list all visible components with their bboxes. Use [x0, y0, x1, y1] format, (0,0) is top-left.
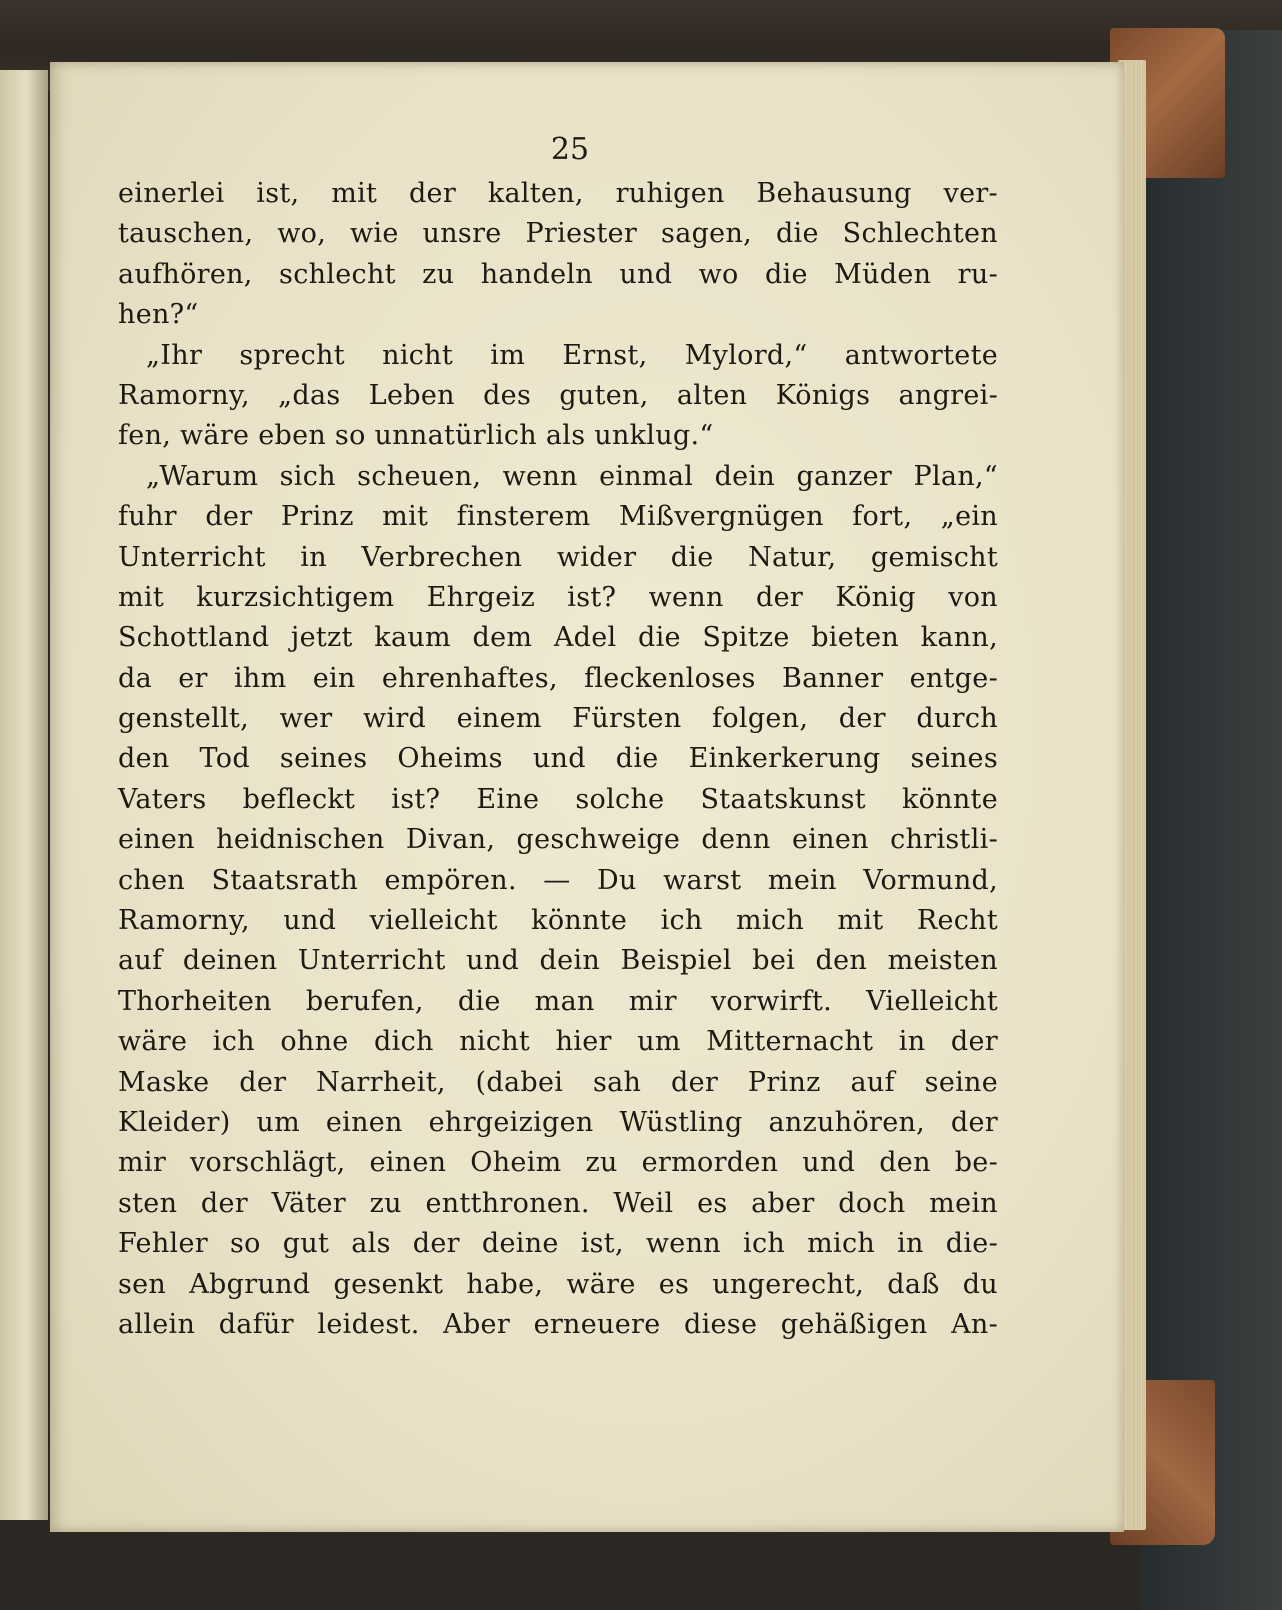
book-page [50, 62, 1124, 1532]
text-line: Maske der Narrheit, (dabei sah der Prinz auf seine [118, 1066, 998, 1098]
text-line: Schottland jetzt kaum dem Adel die Spitze bieten kann, [118, 622, 998, 654]
text-line: Kleider) um einen ehrgeizigen Wüstling anzuhören, der [118, 1106, 998, 1138]
text-line: genstellt, wer wird einem Fürsten folgen, der durch [118, 703, 998, 735]
text-line: allein dafür leidest. Aber erneuere diese gehäßigen An- [118, 1308, 998, 1340]
text-line: chen Staatsrath empören. — Du warst mein Vormund, [118, 864, 998, 896]
text-line: da er ihm ein ehrenhaftes, fleckenloses Banner entge- [118, 662, 998, 694]
text-line: „Ihr sprecht nicht im Ernst, Mylord,“ antwortete [146, 339, 998, 371]
text-line: fuhr der Prinz mit finsterem Mißvergnügen fort, „ein [118, 501, 998, 533]
page-number: 25 [550, 132, 590, 167]
text-line: mir vorschlägt, einen Oheim zu ermorden und den be- [118, 1147, 998, 1179]
text-line: Ramorny, und vielleicht könnte ich mich mit Recht [118, 905, 998, 937]
text-line: Thorheiten berufen, die man mir vorwirft. Vielleicht [118, 985, 998, 1017]
text-line: Ramorny, „das Leben des guten, alten Königs angrei- [118, 379, 998, 411]
text-line: tauschen, wo, wie unsre Priester sagen, die Schlechten [118, 218, 998, 250]
text-line: einerlei ist, mit der kalten, ruhigen Behausung ver- [118, 178, 998, 209]
text-line: „Warum sich scheuen, wenn einmal dein ganzer Plan,“ [146, 460, 998, 492]
text-line: sen Abgrund gesenkt habe, wäre es ungerecht, daß du [118, 1268, 998, 1300]
text-line: hen?“ [118, 299, 199, 331]
text-line: auf deinen Unterricht und dein Beispiel bei den meisten [118, 945, 998, 977]
text-line: Unterricht in Verbrechen wider die Natur, gemischt [118, 541, 998, 573]
text-line: Fehler so gut als der deine ist, wenn ich mich in die- [118, 1228, 998, 1260]
text-line: einen heidnischen Divan, geschweige denn einen christli- [118, 824, 998, 856]
text-line: fen, wäre eben so unnatürlich als unklug.“ [118, 420, 714, 452]
text-line: sten der Väter zu entthronen. Weil es aber doch mein [118, 1187, 998, 1219]
text-line: Vaters befleckt ist? Eine solche Staatskunst könnte [118, 783, 998, 815]
left-page-edge [0, 70, 48, 1520]
text-line: den Tod seines Oheims und die Einkerkerung seines [118, 743, 998, 775]
text-line: mit kurzsichtigem Ehrgeiz ist? wenn der König von [118, 581, 998, 613]
text-line: aufhören, schlecht zu handeln und wo die Müden ru- [118, 258, 998, 290]
page-text [118, 174, 998, 1345]
book-cover-right [1140, 30, 1282, 1610]
text-line: wäre ich ohne dich nicht hier um Mitternacht in der [118, 1026, 998, 1058]
